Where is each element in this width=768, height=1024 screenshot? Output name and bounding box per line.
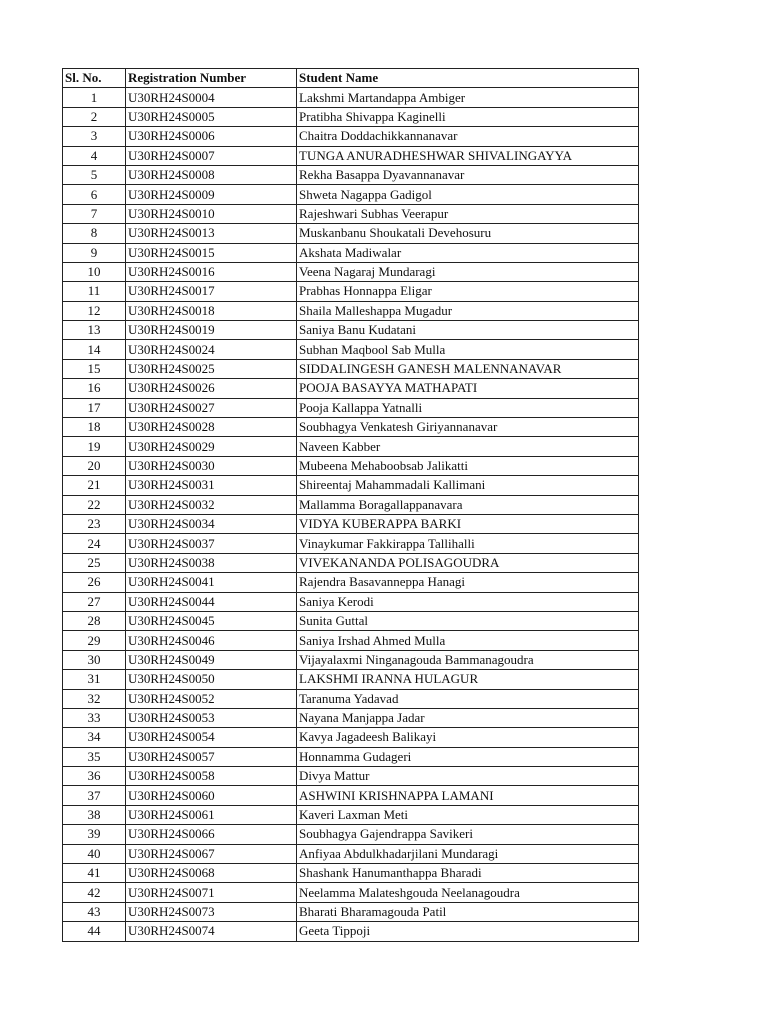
registration-number-cell: U30RH24S0045 [126, 611, 297, 630]
serial-number-cell: 41 [63, 864, 126, 883]
serial-number-cell: 2 [63, 107, 126, 126]
registration-number-cell: U30RH24S0005 [126, 107, 297, 126]
serial-number-cell: 14 [63, 340, 126, 359]
registration-number-cell: U30RH24S0050 [126, 670, 297, 689]
serial-number-cell: 8 [63, 224, 126, 243]
table-row [63, 146, 639, 165]
table-row [63, 728, 639, 747]
registration-number-cell: U30RH24S0034 [126, 514, 297, 533]
serial-number-cell: 6 [63, 185, 126, 204]
table-row [63, 165, 639, 184]
student-name-cell: Honnamma Gudageri [297, 747, 639, 766]
student-name-cell: Subhan Maqbool Sab Mulla [297, 340, 639, 359]
student-name-cell: Soubhagya Gajendrappa Savikeri [297, 825, 639, 844]
registration-number-cell: U30RH24S0015 [126, 243, 297, 262]
registration-number-cell: U30RH24S0008 [126, 165, 297, 184]
registration-number-cell: U30RH24S0031 [126, 476, 297, 495]
student-name-cell: Rajeshwari Subhas Veerapur [297, 204, 639, 223]
registration-number-cell: U30RH24S0037 [126, 534, 297, 553]
table-row [63, 456, 639, 475]
registration-number-cell: U30RH24S0032 [126, 495, 297, 514]
student-name-cell: Pooja Kallappa Yatnalli [297, 398, 639, 417]
table-row [63, 767, 639, 786]
student-name-cell: Shashank Hanumanthappa Bharadi [297, 864, 639, 883]
table-row [63, 398, 639, 417]
table-row [63, 107, 639, 126]
table-row [63, 514, 639, 533]
registration-number-cell: U30RH24S0029 [126, 437, 297, 456]
student-name-cell: Vijayalaxmi Ninganagouda Bammanagoudra [297, 650, 639, 669]
registration-number-cell: U30RH24S0060 [126, 786, 297, 805]
student-list-sheet [62, 68, 638, 942]
table-row [63, 670, 639, 689]
registration-number-cell: U30RH24S0016 [126, 262, 297, 281]
serial-number-cell: 37 [63, 786, 126, 805]
registration-number-cell: U30RH24S0041 [126, 573, 297, 592]
student-name-cell: ASHWINI KRISHNAPPA LAMANI [297, 786, 639, 805]
table-row [63, 321, 639, 340]
serial-number-cell: 18 [63, 418, 126, 437]
registration-number-cell: U30RH24S0044 [126, 592, 297, 611]
serial-number-cell: 32 [63, 689, 126, 708]
header-sl-no: Sl. No. [63, 69, 126, 88]
table-row [63, 864, 639, 883]
serial-number-cell: 28 [63, 611, 126, 630]
registration-number-cell: U30RH24S0025 [126, 359, 297, 378]
table-row [63, 553, 639, 572]
serial-number-cell: 33 [63, 708, 126, 727]
serial-number-cell: 23 [63, 514, 126, 533]
table-row [63, 262, 639, 281]
student-name-cell: VIVEKANANDA POLISAGOUDRA [297, 553, 639, 572]
serial-number-cell: 21 [63, 476, 126, 495]
serial-number-cell: 5 [63, 165, 126, 184]
serial-number-cell: 7 [63, 204, 126, 223]
serial-number-cell: 31 [63, 670, 126, 689]
registration-number-cell: U30RH24S0030 [126, 456, 297, 475]
table-row [63, 185, 639, 204]
registration-number-cell: U30RH24S0026 [126, 379, 297, 398]
student-name-cell: POOJA BASAYYA MATHAPATI [297, 379, 639, 398]
student-name-cell: Vinaykumar Fakkirappa Tallihalli [297, 534, 639, 553]
table-row [63, 650, 639, 669]
serial-number-cell: 15 [63, 359, 126, 378]
serial-number-cell: 43 [63, 902, 126, 921]
student-name-cell: Veena Nagaraj Mundaragi [297, 262, 639, 281]
table-row [63, 844, 639, 863]
student-name-cell: Bharati Bharamagouda Patil [297, 902, 639, 921]
student-name-cell: Shaila Malleshappa Mugadur [297, 301, 639, 320]
registration-number-cell: U30RH24S0018 [126, 301, 297, 320]
registration-number-cell: U30RH24S0058 [126, 767, 297, 786]
serial-number-cell: 35 [63, 747, 126, 766]
registration-number-cell: U30RH24S0009 [126, 185, 297, 204]
table-row [63, 204, 639, 223]
serial-number-cell: 26 [63, 573, 126, 592]
table-row [63, 573, 639, 592]
table-row [63, 902, 639, 921]
table-row [63, 592, 639, 611]
table-row [63, 224, 639, 243]
student-name-cell: Shweta Nagappa Gadigol [297, 185, 639, 204]
serial-number-cell: 13 [63, 321, 126, 340]
student-name-cell: Saniya Irshad Ahmed Mulla [297, 631, 639, 650]
table-row [63, 786, 639, 805]
registration-number-cell: U30RH24S0073 [126, 902, 297, 921]
table-body [63, 88, 639, 941]
registration-number-cell: U30RH24S0049 [126, 650, 297, 669]
table-row [63, 282, 639, 301]
registration-number-cell: U30RH24S0006 [126, 127, 297, 146]
serial-number-cell: 29 [63, 631, 126, 650]
student-name-cell: SIDDALINGESH GANESH MALENNANAVAR [297, 359, 639, 378]
student-name-cell: Soubhagya Venkatesh Giriyannanavar [297, 418, 639, 437]
serial-number-cell: 30 [63, 650, 126, 669]
header-student-name: Student Name [297, 69, 639, 88]
serial-number-cell: 34 [63, 728, 126, 747]
table-row [63, 379, 639, 398]
student-name-cell: Muskanbanu Shoukatali Devehosuru [297, 224, 639, 243]
table-row [63, 747, 639, 766]
registration-number-cell: U30RH24S0024 [126, 340, 297, 359]
registration-number-cell: U30RH24S0066 [126, 825, 297, 844]
table-row [63, 495, 639, 514]
student-name-cell: Rekha Basappa Dyavannanavar [297, 165, 639, 184]
serial-number-cell: 44 [63, 922, 126, 941]
registration-number-cell: U30RH24S0052 [126, 689, 297, 708]
serial-number-cell: 4 [63, 146, 126, 165]
student-name-cell: Mallamma Boragallappanavara [297, 495, 639, 514]
table-row [63, 534, 639, 553]
student-name-cell: Shireentaj Mahammadali Kallimani [297, 476, 639, 495]
serial-number-cell: 42 [63, 883, 126, 902]
serial-number-cell: 38 [63, 805, 126, 824]
table-header-row [63, 69, 639, 88]
student-name-cell: Kavya Jagadeesh Balikayi [297, 728, 639, 747]
registration-number-cell: U30RH24S0028 [126, 418, 297, 437]
registration-number-cell: U30RH24S0004 [126, 88, 297, 107]
table-row [63, 418, 639, 437]
registration-number-cell: U30RH24S0074 [126, 922, 297, 941]
student-name-cell: Rajendra Basavanneppa Hanagi [297, 573, 639, 592]
registration-number-cell: U30RH24S0007 [126, 146, 297, 165]
registration-number-cell: U30RH24S0053 [126, 708, 297, 727]
student-name-cell: Taranuma Yadavad [297, 689, 639, 708]
registration-number-cell: U30RH24S0054 [126, 728, 297, 747]
student-name-cell: Sunita Guttal [297, 611, 639, 630]
registration-number-cell: U30RH24S0046 [126, 631, 297, 650]
table-row [63, 301, 639, 320]
registration-number-cell: U30RH24S0061 [126, 805, 297, 824]
table-row [63, 631, 639, 650]
table-row [63, 825, 639, 844]
registration-number-cell: U30RH24S0017 [126, 282, 297, 301]
serial-number-cell: 27 [63, 592, 126, 611]
table-row [63, 708, 639, 727]
serial-number-cell: 22 [63, 495, 126, 514]
registration-number-cell: U30RH24S0010 [126, 204, 297, 223]
student-name-cell: Akshata Madiwalar [297, 243, 639, 262]
table-row [63, 883, 639, 902]
student-name-cell: Naveen Kabber [297, 437, 639, 456]
serial-number-cell: 17 [63, 398, 126, 417]
registration-number-cell: U30RH24S0067 [126, 844, 297, 863]
table-row [63, 611, 639, 630]
serial-number-cell: 40 [63, 844, 126, 863]
table-row [63, 88, 639, 107]
registration-number-cell: U30RH24S0019 [126, 321, 297, 340]
student-name-cell: Geeta Tippoji [297, 922, 639, 941]
student-name-cell: Kaveri Laxman Meti [297, 805, 639, 824]
student-table [62, 68, 639, 942]
serial-number-cell: 16 [63, 379, 126, 398]
table-row [63, 359, 639, 378]
student-name-cell: LAKSHMI IRANNA HULAGUR [297, 670, 639, 689]
registration-number-cell: U30RH24S0057 [126, 747, 297, 766]
registration-number-cell: U30RH24S0013 [126, 224, 297, 243]
table-row [63, 340, 639, 359]
student-name-cell: Saniya Banu Kudatani [297, 321, 639, 340]
serial-number-cell: 25 [63, 553, 126, 572]
table-row [63, 476, 639, 495]
table-row [63, 243, 639, 262]
student-name-cell: Prabhas Honnappa Eligar [297, 282, 639, 301]
serial-number-cell: 10 [63, 262, 126, 281]
serial-number-cell: 3 [63, 127, 126, 146]
table-row [63, 805, 639, 824]
student-name-cell: Nayana Manjappa Jadar [297, 708, 639, 727]
student-name-cell: Divya Mattur [297, 767, 639, 786]
student-name-cell: Mubeena Mehaboobsab Jalikatti [297, 456, 639, 475]
student-name-cell: Chaitra Doddachikkannanavar [297, 127, 639, 146]
serial-number-cell: 19 [63, 437, 126, 456]
student-name-cell: Saniya Kerodi [297, 592, 639, 611]
table-row [63, 127, 639, 146]
table-row [63, 437, 639, 456]
registration-number-cell: U30RH24S0068 [126, 864, 297, 883]
registration-number-cell: U30RH24S0071 [126, 883, 297, 902]
serial-number-cell: 24 [63, 534, 126, 553]
serial-number-cell: 11 [63, 282, 126, 301]
serial-number-cell: 12 [63, 301, 126, 320]
serial-number-cell: 39 [63, 825, 126, 844]
table-row [63, 689, 639, 708]
student-name-cell: Pratibha Shivappa Kaginelli [297, 107, 639, 126]
registration-number-cell: U30RH24S0027 [126, 398, 297, 417]
serial-number-cell: 9 [63, 243, 126, 262]
student-name-cell: Lakshmi Martandappa Ambiger [297, 88, 639, 107]
student-name-cell: Neelamma Malateshgouda Neelanagoudra [297, 883, 639, 902]
student-name-cell: VIDYA KUBERAPPA BARKI [297, 514, 639, 533]
student-name-cell: TUNGA ANURADHESHWAR SHIVALINGAYYA [297, 146, 639, 165]
student-name-cell: Anfiyaa Abdulkhadarjilani Mundaragi [297, 844, 639, 863]
registration-number-cell: U30RH24S0038 [126, 553, 297, 572]
header-registration-number: Registration Number [126, 69, 297, 88]
serial-number-cell: 20 [63, 456, 126, 475]
serial-number-cell: 36 [63, 767, 126, 786]
table-row [63, 922, 639, 941]
serial-number-cell: 1 [63, 88, 126, 107]
